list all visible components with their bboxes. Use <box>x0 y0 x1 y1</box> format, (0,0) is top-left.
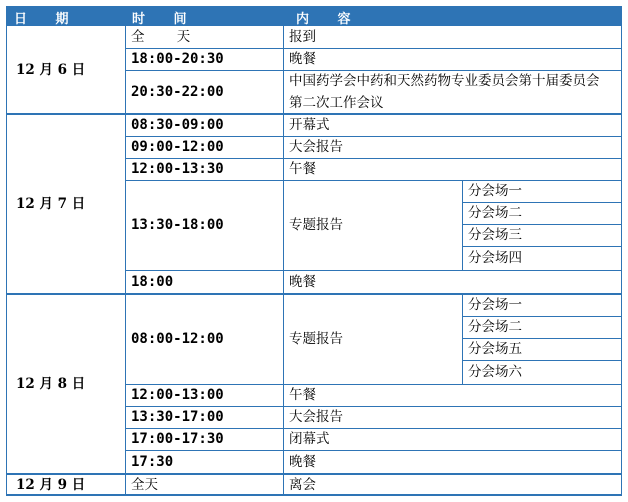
date-cell-dec7: 12 月 7 日 <box>16 196 86 212</box>
time-cell: 17:30 <box>131 454 174 470</box>
content-cell: 闭幕式 <box>289 431 330 447</box>
time-cell: 全天 <box>131 477 158 493</box>
time-cell: 12:00-13:00 <box>131 387 224 403</box>
sub-venue: 分会场三 <box>468 227 522 243</box>
content-cell: 中国药学会中药和天然药物专业委员会第十届委员会第二次工作会议 <box>289 73 600 111</box>
row-divider <box>462 246 622 247</box>
date-cell-dec9: 12 月 9 日 <box>16 477 86 493</box>
column-divider <box>462 180 463 270</box>
row-divider <box>462 202 622 203</box>
row-divider <box>462 360 622 361</box>
time-cell: 09:00-12:00 <box>131 139 224 155</box>
table-header <box>6 6 622 26</box>
header-time: 时 间 <box>132 12 199 27</box>
row-divider <box>125 48 622 49</box>
content-cell: 大会报告 <box>289 139 343 155</box>
row-divider <box>125 450 622 451</box>
row-divider <box>462 224 622 225</box>
time-cell: 全 天 <box>131 29 205 45</box>
row-divider <box>125 180 622 181</box>
sub-venue: 分会场六 <box>468 364 522 380</box>
row-divider <box>125 136 622 137</box>
content-cell: 离会 <box>289 477 316 493</box>
day-separator <box>6 113 622 115</box>
header-date: 日 期 <box>14 12 81 27</box>
time-cell: 18:00-20:30 <box>131 51 224 67</box>
content-cell: 专题报告 <box>289 217 343 233</box>
row-divider <box>125 384 622 385</box>
content-cell: 报到 <box>289 29 316 45</box>
date-cell-dec6: 12 月 6 日 <box>16 62 86 78</box>
row-divider <box>462 338 622 339</box>
row-divider <box>462 316 622 317</box>
date-cell-dec8: 12 月 8 日 <box>16 376 86 392</box>
content-cell: 午餐 <box>289 161 316 177</box>
table-border-right <box>621 26 622 496</box>
sub-venue: 分会场二 <box>468 205 522 221</box>
row-divider <box>125 158 622 159</box>
sub-venue: 分会场四 <box>468 250 522 266</box>
content-cell: 开幕式 <box>289 117 330 133</box>
table-border-left <box>6 26 7 496</box>
content-cell: 晚餐 <box>289 51 316 67</box>
content-cell: 晚餐 <box>289 454 316 470</box>
row-divider <box>125 70 622 71</box>
row-divider <box>125 270 622 271</box>
time-cell: 13:30-17:00 <box>131 409 224 425</box>
table-bottom-border <box>6 494 622 496</box>
time-cell: 18:00 <box>131 274 174 290</box>
header-content: 内 容 <box>296 12 363 27</box>
content-cell: 晚餐 <box>289 274 316 290</box>
column-divider <box>283 26 284 496</box>
time-cell: 12:00-13:30 <box>131 161 224 177</box>
time-cell: 17:00-17:30 <box>131 431 224 447</box>
column-divider <box>125 26 126 496</box>
time-cell: 08:30-09:00 <box>131 117 224 133</box>
row-divider <box>125 406 622 407</box>
sub-venue: 分会场一 <box>468 297 522 313</box>
time-cell: 08:00-12:00 <box>131 331 224 347</box>
day-separator <box>6 293 622 295</box>
sub-venue: 分会场一 <box>468 183 522 199</box>
content-cell: 专题报告 <box>289 331 343 347</box>
time-cell: 13:30-18:00 <box>131 217 224 233</box>
content-cell: 大会报告 <box>289 409 343 425</box>
row-divider <box>125 428 622 429</box>
sub-venue: 分会场五 <box>468 341 522 357</box>
time-cell: 20:30-22:00 <box>131 84 224 100</box>
schedule-table <box>6 6 622 496</box>
sub-venue: 分会场二 <box>468 319 522 335</box>
day-separator <box>6 473 622 475</box>
column-divider <box>462 294 463 384</box>
content-cell: 午餐 <box>289 387 316 403</box>
